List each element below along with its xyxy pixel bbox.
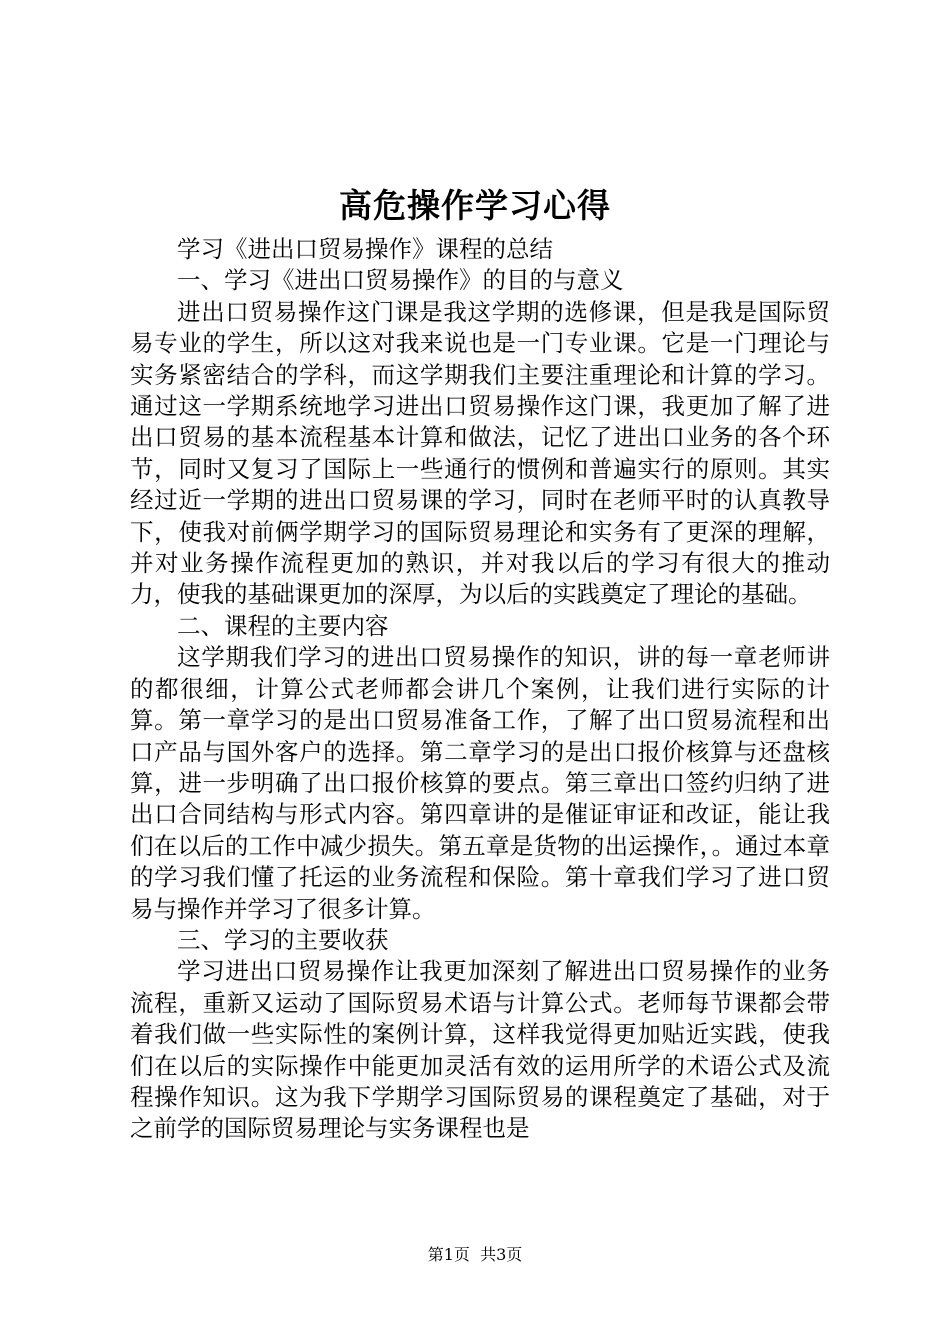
page-footer — [0, 1244, 950, 1266]
page-title: 高危操作学习心得 — [339, 186, 611, 225]
body-paragraph-2: 这学期我们学习的进出口贸易操作的知识，讲的每一章老师讲的都很细，计算公式老师都会讲几个案例，让我们进行实际的计算。第一章学习的是出口贸易准备工作，了解了出口贸易流程和出口产品与国外客户的选择。第二章学习的是出口报价核算与还盘核算，进一步明确了出口报价核算的要点。第三章出口签约归纳了进出口合同结构与形式内容。第四章讲的是催证审证和改证，能让我们在以后的工作中减少损失。第五章是货物的出运操作，。通过本章的学习我们懂了托运的业务流程和保险。第十章我们学习了进口贸易与操作并学习了很多计算。 — [130, 643, 830, 923]
subtitle-paragraph: 学习《进出口贸易操作》课程的总结 — [177, 235, 553, 263]
body-paragraph-3: 学习进出口贸易操作让我更加深刻了解进出口贸易操作的业务流程，重新又运动了国际贸易术语与计算公式。老师每节课都会带着我们做一些实际性的案例计算，这样我觉得更加贴近实践，使我们在以后的实际操作中能更加灵活有效的运用所学的术语公式及流程操作知识。这为我下学期学习国际贸易的课程奠定了基础，对于之前学的国际贸易理论与实务课程也是 — [130, 957, 830, 1143]
section-heading-2: 二、课程的主要内容 — [177, 611, 389, 640]
section-heading-3: 三、学习的主要收获 — [177, 925, 389, 954]
section-heading-1: 一、学习《进出口贸易操作》的目的与意义 — [177, 266, 624, 295]
document-body — [130, 234, 830, 1145]
page-total: 共3页 — [480, 1245, 523, 1264]
page-number: 第1页 — [427, 1245, 470, 1264]
body-paragraph-1: 进出口贸易操作这门课是我这学期的选修课，但是我是国际贸易专业的学生，所以这对我来说也是一门专业课。它是一门理论与实务紧密结合的学科，而这学期我们主要注重理论和计算的学习。通过这一学期系统地学习进出口贸易操作这门课，我更加了解了进出口贸易的基本流程基本计算和做法，记忆了进出口业务的各个环节，同时又复习了国际上一些通行的惯例和普遍实行的原则。其实经过近一学期的进出口贸易课的学习，同时在老师平时的认真教导下，使我对前俩学期学习的国际贸易理论和实务有了更深的理解，并对业务操作流程更加的熟识，并对我以后的学习有很大的推动力，使我的基础课更加的深厚，为以后的实践奠定了理论的基础。 — [130, 297, 830, 609]
